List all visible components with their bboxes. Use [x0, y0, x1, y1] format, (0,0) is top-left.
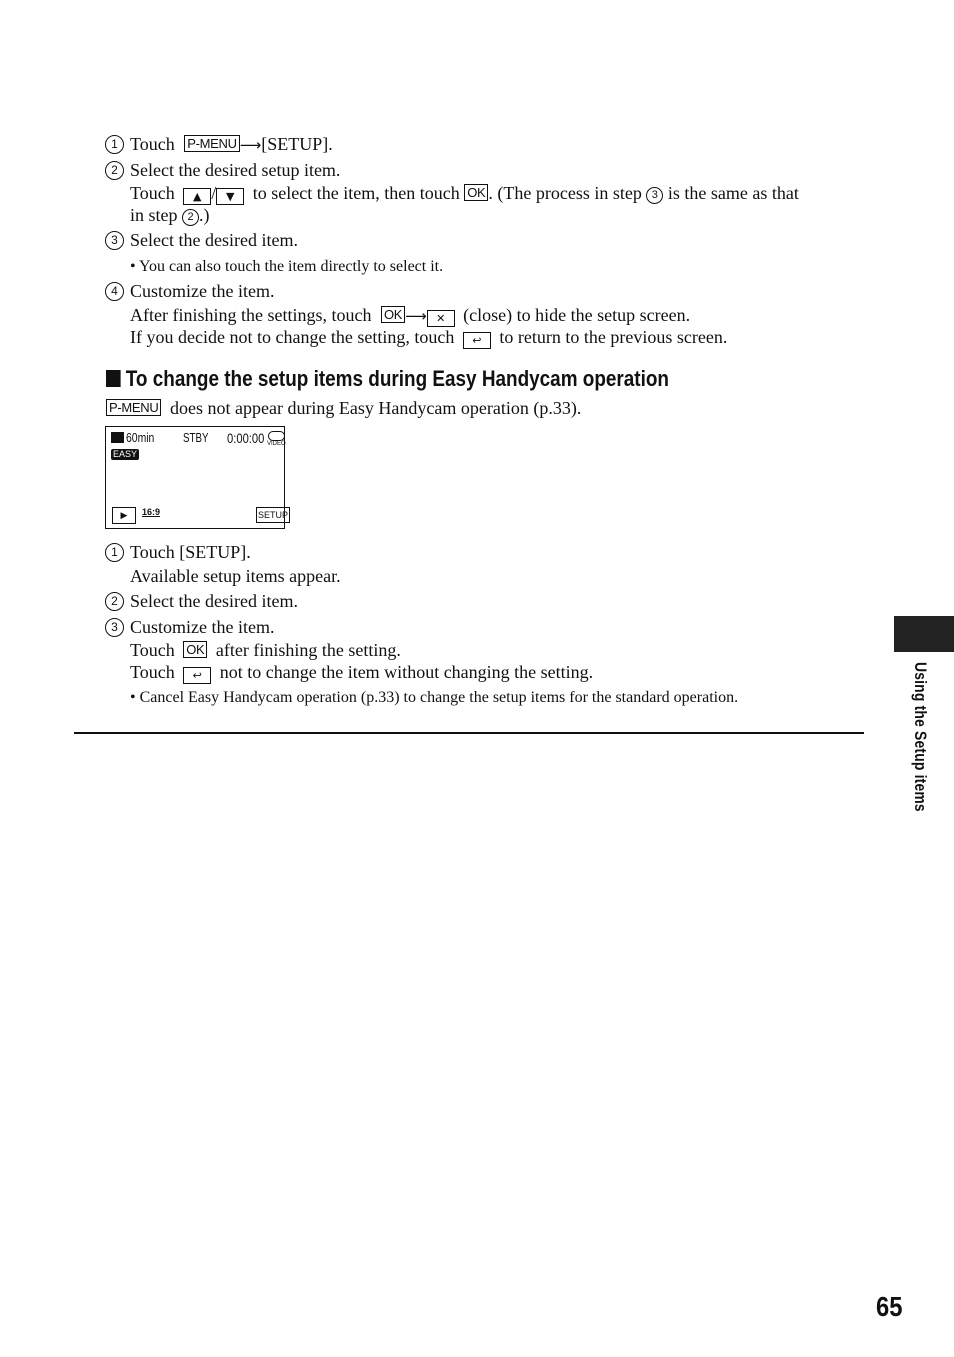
step-3-text: Select the desired item. — [130, 230, 298, 250]
lcd-screen-illustration — [105, 426, 289, 529]
step-b-1-detail: Available setup items appear. — [130, 566, 341, 586]
right-arrow-icon: ⟶ — [239, 136, 262, 154]
step-ref-3: 3 — [646, 187, 663, 204]
step-b-3-text: Customize the item. — [130, 617, 275, 637]
easy-intro-line: P-MENU does not appear during Easy Handycam operation (p.33). — [106, 397, 581, 419]
note-cancel-easy: • Cancel Easy Handycam operation (p.33) to change the setup items for the standard operation. — [130, 689, 739, 706]
step-4-text: Customize the item. — [130, 281, 275, 301]
step-b-1-text: Touch [SETUP]. — [130, 542, 251, 562]
video-badge: VIDEO — [267, 441, 286, 447]
step-b-3-detail-line: Touch OK after finishing the setting. — [130, 640, 401, 660]
return-arrow-icon: ↩ — [472, 334, 482, 347]
up-triangle-icon: ▲ — [193, 190, 202, 203]
close-x-icon: ✕ — [436, 312, 446, 325]
return-arrow-icon: ↩ — [192, 669, 202, 682]
step-2-detail-line-2: in step 2 .) — [130, 205, 210, 225]
down-button[interactable] — [216, 188, 244, 205]
step-b-3-detail-line-2: Touch ↩ not to change the item without changing the setting. — [130, 662, 594, 682]
playback-button[interactable] — [112, 507, 136, 524]
step-ref-2: 2 — [182, 209, 199, 226]
section-heading: To change the setup items during Easy Handycam operation — [106, 366, 669, 392]
ok-button[interactable]: OK — [183, 641, 207, 658]
section-divider — [74, 732, 864, 734]
return-button[interactable] — [463, 332, 491, 349]
chapter-side-label: Using the Setup items — [911, 662, 930, 812]
return-button[interactable] — [183, 667, 211, 684]
p-menu-button[interactable]: P-MENU — [106, 399, 161, 416]
step-b-number-2: 2 — [105, 592, 124, 611]
step-1-line — [130, 133, 333, 156]
step-b-2-text: Select the desired item. — [130, 591, 298, 611]
step-b-number-3: 3 — [105, 618, 124, 637]
step-4-detail-line: After finishing the settings, touch OK ⟶ ✕ (close) to hide the setup screen. — [130, 305, 691, 325]
note-touch-directly: • You can also touch the item directly to select it. — [130, 258, 444, 275]
up-button[interactable] — [183, 188, 211, 205]
down-triangle-icon: ▼ — [226, 190, 235, 203]
step-number-1: 1 — [105, 135, 124, 154]
page-number: 65 — [876, 1291, 903, 1322]
chapter-tab-marker — [894, 616, 954, 652]
ok-button[interactable]: OK — [381, 306, 405, 323]
standby-status: STBY — [183, 430, 209, 445]
step-2-text: Select the desired setup item. — [130, 160, 341, 180]
step-number-3: 3 — [105, 231, 124, 250]
right-arrow-icon: ⟶ — [405, 307, 427, 325]
step-2-detail-line: Touch ▲ / ▼ to select the item, then touch OK . (The process in step 3 is the same as that — [130, 183, 799, 203]
easy-badge: EASY — [113, 449, 138, 459]
close-button[interactable] — [427, 310, 455, 327]
p-menu-button[interactable]: P-MENU — [184, 135, 239, 152]
play-icon: ▶ — [120, 510, 128, 520]
ok-button[interactable]: OK — [464, 184, 488, 201]
heading-square-icon — [106, 370, 121, 387]
battery-icon — [111, 432, 124, 443]
aspect-ratio-indicator: 16:9 — [142, 507, 161, 517]
step-1-text: Touch — [130, 134, 175, 154]
tape-icon — [268, 431, 285, 441]
battery-remaining: 60min — [126, 430, 155, 445]
setup-text: [SETUP]. — [261, 134, 333, 154]
step-b-number-1: 1 — [105, 543, 124, 562]
timecode: 0:00:00 — [227, 430, 265, 446]
step-number-2: 2 — [105, 161, 124, 180]
step-4-detail-line-2: If you decide not to change the setting, touch ↩ to return to the previous screen. — [130, 327, 728, 347]
step-number-4: 4 — [105, 282, 124, 301]
setup-button[interactable]: SETUP — [256, 507, 290, 523]
